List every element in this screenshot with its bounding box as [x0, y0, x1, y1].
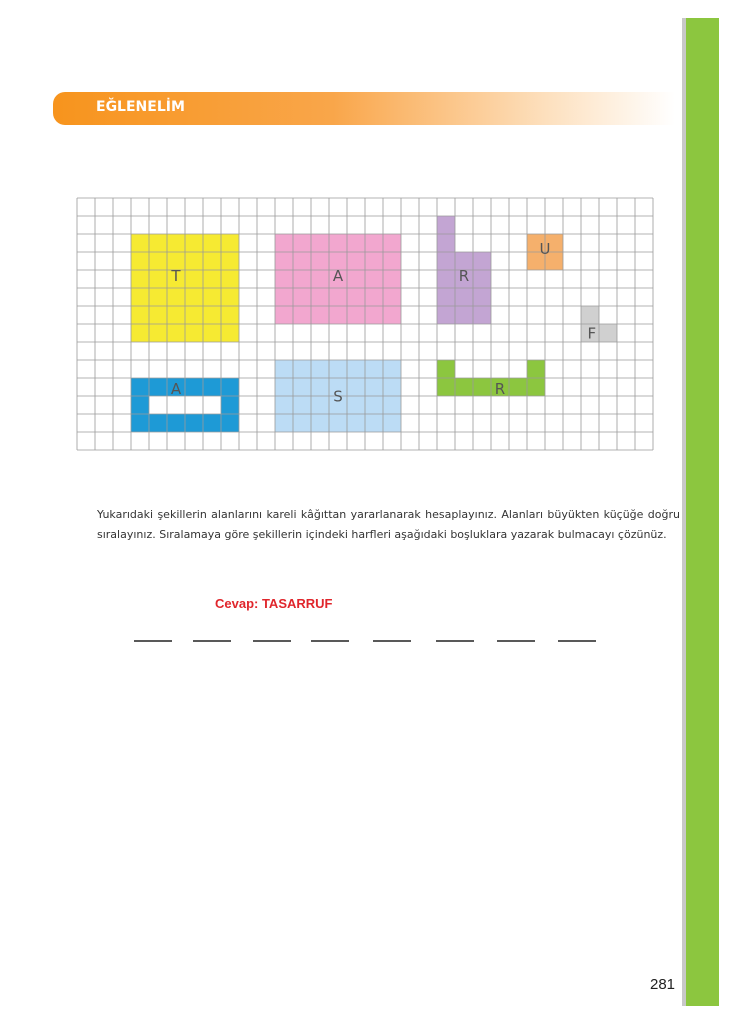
shape-letter: R — [494, 380, 506, 399]
shape-letter: S — [333, 387, 343, 406]
instructions-text: Yukarıdaki şekillerin alanlarını kareli kâğıttan yararlanarak hesaplayınız. Alanları büyükten küçüğe doğru sıralayınız. Sıralamaya göre şekillerin içindeki harfleri aşağıdaki boşluklara yazarak bulmacayı çözünüz. — [97, 508, 680, 541]
page-number: 281 — [650, 976, 676, 993]
shape-letter: T — [171, 266, 181, 285]
section-title: EĞLENELİM — [96, 99, 185, 115]
shape-letter: R — [458, 266, 470, 285]
shape-letter: U — [539, 239, 551, 258]
shape-letter: A — [170, 380, 182, 399]
shape-letter: F — [587, 324, 597, 343]
answer-text: Cevap: TASARRUF — [215, 596, 333, 611]
shape-letter: A — [332, 266, 344, 285]
